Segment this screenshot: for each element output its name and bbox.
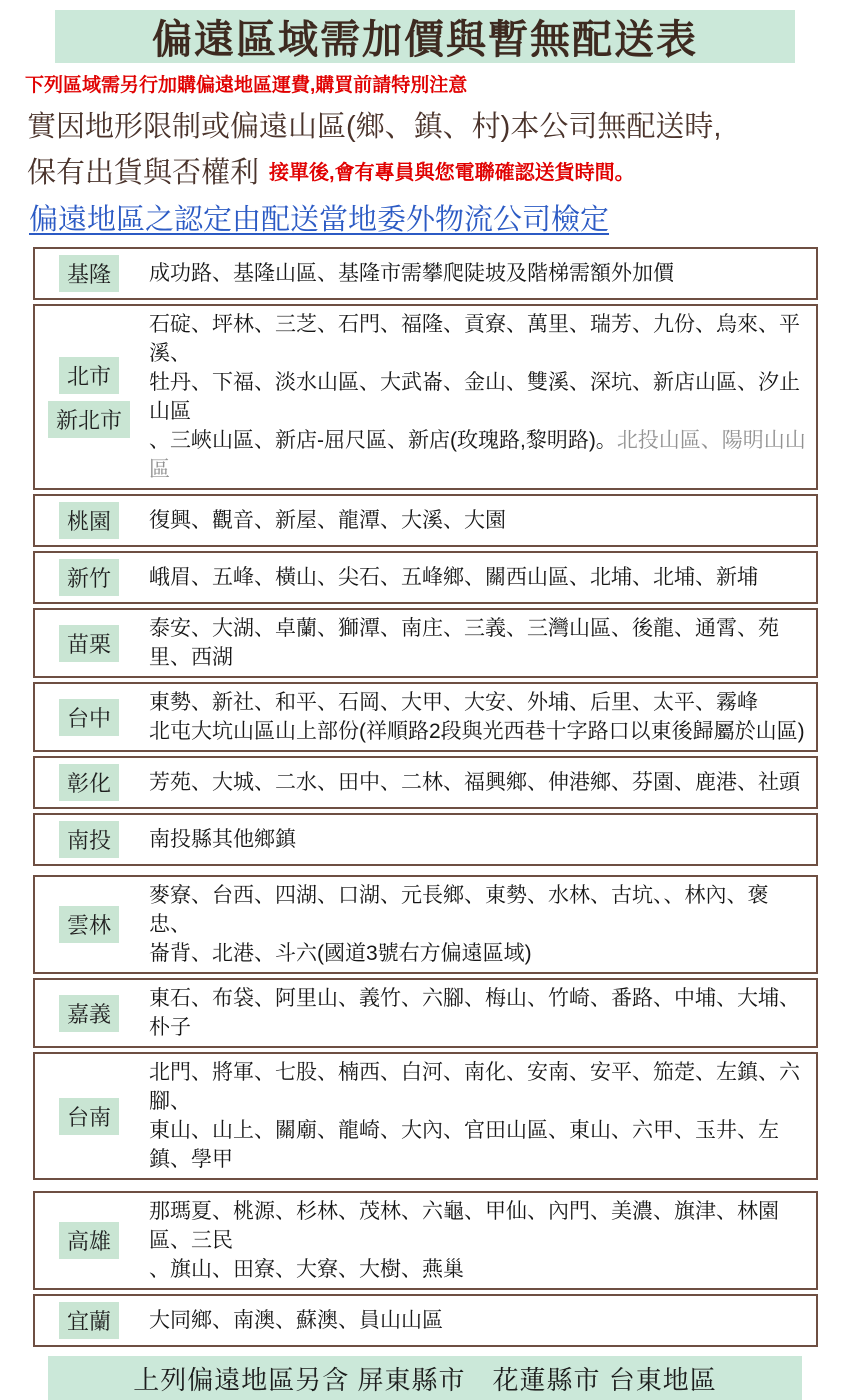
region-table [33,247,818,1347]
table-row [33,756,818,809]
region-label: 高雄 [59,1222,119,1259]
region-areas-line [149,1255,810,1284]
region-label-column [41,253,137,294]
region-label: 新北市 [48,401,130,438]
region-areas-line [149,768,810,797]
area-list-text: 東石、布袋、阿里山、義竹、六腳、梅山、竹崎、番路、中埔、大埔、朴子 [149,987,800,1039]
policy-statement-line2 [27,150,825,191]
area-list-text: 東勢、新社、和平、石岡、大甲、大安、外埔、后里、太平、霧峰 [149,691,758,714]
region-areas-line [149,825,810,854]
area-list-text: 北門、將軍、七股、楠西、白河、南化、安南、安平、笳萣、左鎮、六腳、 [149,1061,800,1113]
table-row [33,682,818,752]
region-label: 雲林 [59,906,119,943]
region-areas [137,881,810,968]
region-label-column [41,904,137,945]
area-list-text: 南投縣其他鄉鎮 [149,828,296,851]
area-list-gray-note: 北投山區、陽明山山區 [149,429,806,481]
area-list-text: 牡丹、下福、淡水山區、大武崙、金山、雙溪、深坑、新店山區、汐止山區 [149,371,800,423]
region-areas [137,1306,810,1335]
region-areas-line [149,984,810,1042]
region-areas [137,768,810,797]
region-areas [137,984,810,1042]
region-label-column [41,1220,137,1261]
region-label: 新竹 [59,559,119,596]
region-areas-line [149,1058,810,1116]
region-label-column [41,762,137,803]
region-areas [137,563,810,592]
area-list-text: 北屯大坑山區山上部份(祥順路2段與光西巷十字路口以東後歸屬於山區) [149,720,805,743]
area-list-text: 、旗山、田寮、大寮、大樹、燕巢 [149,1258,464,1281]
area-list-text: 芳苑、大城、二水、田中、二林、福興鄉、伸港鄉、芬園、鹿港、社頭 [149,771,800,794]
region-label: 台南 [59,1098,119,1135]
area-list-text: 復興、觀音、新屋、龍潭、大溪、大園 [149,509,506,532]
region-areas-line [149,881,810,939]
region-label: 宜蘭 [59,1302,119,1339]
table-row [33,304,818,490]
area-list-text: 峨眉、五峰、橫山、尖石、五峰鄉、關西山區、北埔、北埔、新埔 [149,566,758,589]
policy-statement-line1: 實因地形限制或偏遠山區(鄉、鎮、村)本公司無配送時, [27,111,722,143]
policy-statement-main: 保有出貨與否權利 [27,157,260,189]
region-areas-line [149,563,810,592]
region-label: 南投 [59,821,119,858]
table-row [33,608,818,678]
region-areas-line [149,1306,810,1335]
region-areas-line [149,614,810,672]
region-label-column [41,355,137,440]
area-list-text: 東山、山上、關廟、龍崎、大內、官田山區、東山、六甲、玉井、左鎮、學甲 [149,1119,779,1171]
area-list-text: 、三峽山區、新店-屈尺區、新店(玫瑰路,黎明路)。 [149,429,617,452]
area-list-text: 崙背、北港、斗六(國道3號右方偏遠區域) [149,942,532,965]
region-areas-line [149,939,810,968]
region-label: 彰化 [59,764,119,801]
policy-statement-red-note: 接單後,會有專員與您電聯確認送貨時間。 [269,162,635,184]
region-areas [137,310,810,484]
region-areas [137,1058,810,1174]
area-list-text: 那瑪夏、桃源、杉林、茂林、六龜、甲仙、內門、美濃、旗津、林園區、三民 [149,1200,779,1252]
table-row [33,875,818,974]
region-areas-line [149,368,810,426]
region-label-column [41,1096,137,1137]
area-list-text: 成功路、基隆山區、基隆市需攀爬陡坡及階梯需額外加價 [149,262,674,285]
region-areas-line [149,1197,810,1255]
region-areas-line [149,506,810,535]
area-list-text: 泰安、大湖、卓蘭、獅潭、南庄、三義、三灣山區、後龍、通霄、苑里、西湖 [149,617,779,669]
region-label: 台中 [59,699,119,736]
table-row [33,247,818,300]
region-areas [137,825,810,854]
region-label: 桃園 [59,502,119,539]
region-areas [137,688,810,746]
table-row [33,1294,818,1347]
region-areas [137,506,810,535]
table-row [33,813,818,866]
region-label-column [41,557,137,598]
region-label: 北市 [59,357,119,394]
area-list-text: 麥寮、台西、四湖、口湖、元長鄉、東勢、水林、古坑、、林內、褒忠、 [149,884,769,936]
region-areas-line [149,310,810,368]
region-areas-line [149,688,810,717]
region-label-column [41,819,137,860]
region-label-column [41,500,137,541]
region-areas [137,614,810,672]
region-label: 基隆 [59,255,119,292]
warning-notice: 下列區域需另行加購偏遠地區運費,購買前請特別注意 [25,75,468,96]
region-areas [137,1197,810,1284]
region-areas-line [149,259,810,288]
table-row [33,1191,818,1290]
area-list-text: 大同鄉、南澳、蘇澳、員山山區 [149,1309,443,1332]
region-label-column [41,697,137,738]
table-row [33,1052,818,1180]
region-label: 嘉義 [59,995,119,1032]
region-areas [137,259,810,288]
region-areas-line [149,717,810,746]
region-label-column [41,1300,137,1341]
region-label-column [41,993,137,1034]
region-label-column [41,623,137,664]
policy-blue-underlined: 偏遠地區之認定由配送當地委外物流公司檢定 [29,204,610,236]
region-label: 苗栗 [59,625,119,662]
footer-note: 上列偏遠地區另含 屏東縣市 花蓮縣市 台東地區 [48,1356,802,1400]
table-row [33,978,818,1048]
page-title [55,10,795,63]
region-areas-line [149,1116,810,1174]
page-title-text: 偏遠區域需加價與暫無配送表 [152,18,698,62]
region-areas-line [149,426,810,484]
area-list-text: 石碇、坪林、三芝、石門、福隆、貢寮、萬里、瑞芳、九份、烏來、平溪、 [149,313,800,365]
table-row [33,551,818,604]
table-row [33,494,818,547]
